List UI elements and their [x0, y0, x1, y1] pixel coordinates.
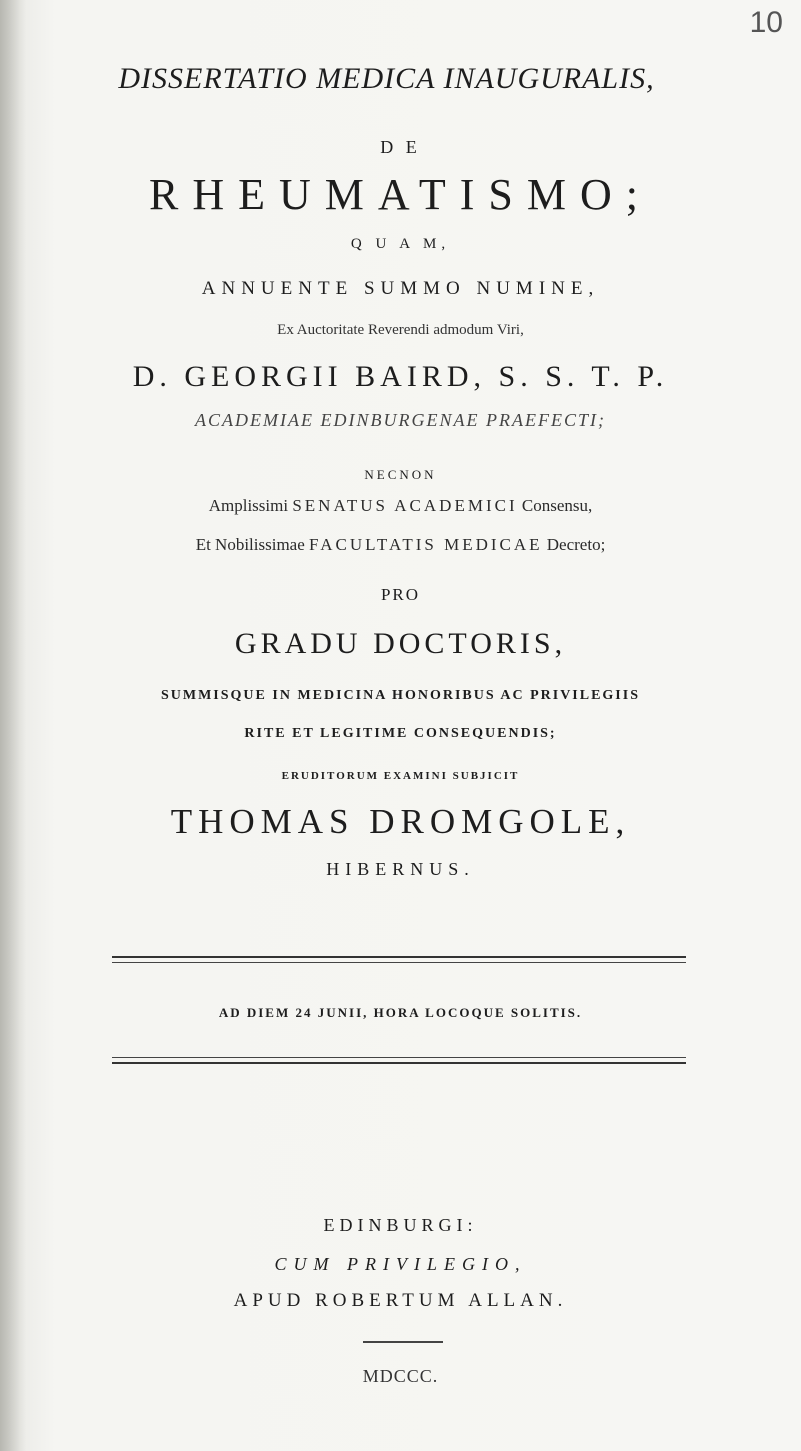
facultatis-line [0, 535, 801, 555]
academiae-line: ACADEMIAE EDINBURGENAE PRAEFECTI; [195, 410, 606, 430]
senatus-prefix: Amplissimi [208, 496, 289, 515]
pro-line: PRO [380, 585, 421, 604]
divider-top-thin [112, 962, 686, 963]
divider-top-thick [112, 956, 686, 958]
divider-bottom-thin [112, 1057, 686, 1058]
divider-bottom-thick [112, 1062, 686, 1064]
dissertation-heading: DISSERTATIO MEDICA INAUGURALIS, [118, 62, 655, 95]
senatus-suffix: Consensu, [521, 496, 593, 515]
summisque-line: SUMMISQUE IN MEDICINA HONORIBUS AC PRIVILEGIIS [160, 688, 640, 703]
rite-line: RITE ET LEGITIME CONSEQUENDIS; [244, 726, 557, 741]
facultatis-suffix: Decreto; [546, 535, 606, 554]
annuente-line: ANNUENTE SUMMO NUMINE, [201, 278, 600, 299]
subject-title: RHEUMATISMO; [149, 170, 652, 219]
quam-line: Q U A M, [350, 236, 451, 252]
senatus-line [0, 496, 801, 516]
publication-year: MDCCC. [362, 1366, 439, 1386]
year-divider [363, 1341, 443, 1343]
edinburgi-line: EDINBURGI: [323, 1215, 478, 1235]
eruditorum-line: ERUDITORUM EXAMINI SUBJICIT [281, 770, 520, 782]
facultatis-prefix: Et Nobilissimae [195, 535, 305, 554]
hibernus-line: HIBERNUS. [326, 859, 475, 879]
page-number: 10 [749, 6, 783, 39]
printer-line: APUD ROBERTUM ALLAN. [233, 1290, 568, 1311]
senatus-caps: SENATUS ACADEMICI [292, 496, 518, 515]
necnon-line: NECNON [364, 467, 437, 482]
ex-auctoritate-line: Ex Auctoritate Reverendi admodum Viri, [277, 322, 524, 338]
facultatis-caps: FACULTATIS MEDICAE [309, 535, 543, 554]
ad-diem-line: AD DIEM 24 JUNII, HORA LOCOQUE SOLITIS. [218, 1005, 583, 1020]
cum-privilegio-line: CUM PRIVILEGIO, [274, 1254, 527, 1274]
author-name: THOMAS DROMGOLE, [170, 802, 631, 841]
gradu-doctoris: GRADU DOCTORIS, [234, 627, 567, 660]
de-line: D E [380, 137, 421, 157]
rector-name: D. GEORGII BAIRD, S. S. T. P. [132, 360, 669, 393]
